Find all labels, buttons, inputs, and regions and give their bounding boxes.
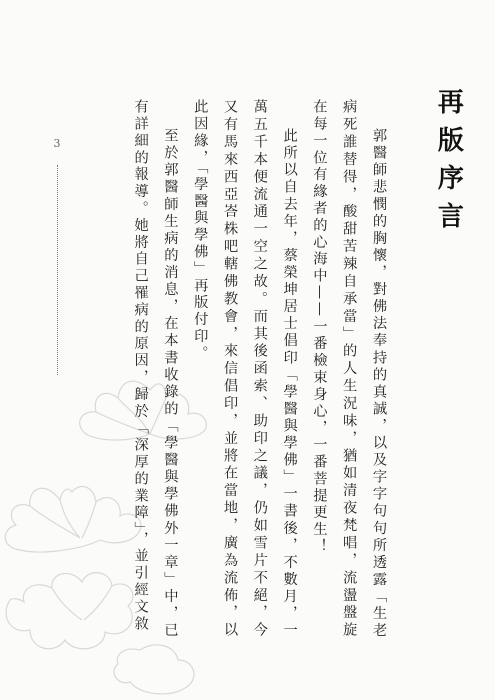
paragraph-2: 此所以自去年，蔡榮坤居士倡印「學醫與學佛」一書後，不數月，一萬五千本便流通一空之故。而其後函索、助印之議，仍如雪片不絕，今又有馬來西亞峇株吧轄佛教會，來信倡印，並將在當地，廣為流佈，以此因緣，「學醫與學佛」再版付印。 [192, 99, 298, 639]
paragraph-1: 郭醫師悲憫的胸懷，對佛法奉持的真誠，以及字字句句所透露「生老病死誰替得，酸甜苦辣自承當」的人生況味，猶如清夜梵唱，流盪盤旋在每一位有緣者的心海中——一番檢束身心，一番菩提更生！ [311, 99, 387, 639]
margin-dotted-rule [57, 165, 58, 375]
page-number: 3 [53, 137, 61, 150]
paragraph-3: 至於郭醫師生病的消息，在本書收錄的「學醫與學佛外一章」中，已有詳細的報導。她將自己罹病的原因，歸於「深厚的業障」，並引經文敘 [132, 99, 179, 639]
body-text [95, 99, 393, 639]
chapter-title: 再版序言 [433, 88, 464, 240]
